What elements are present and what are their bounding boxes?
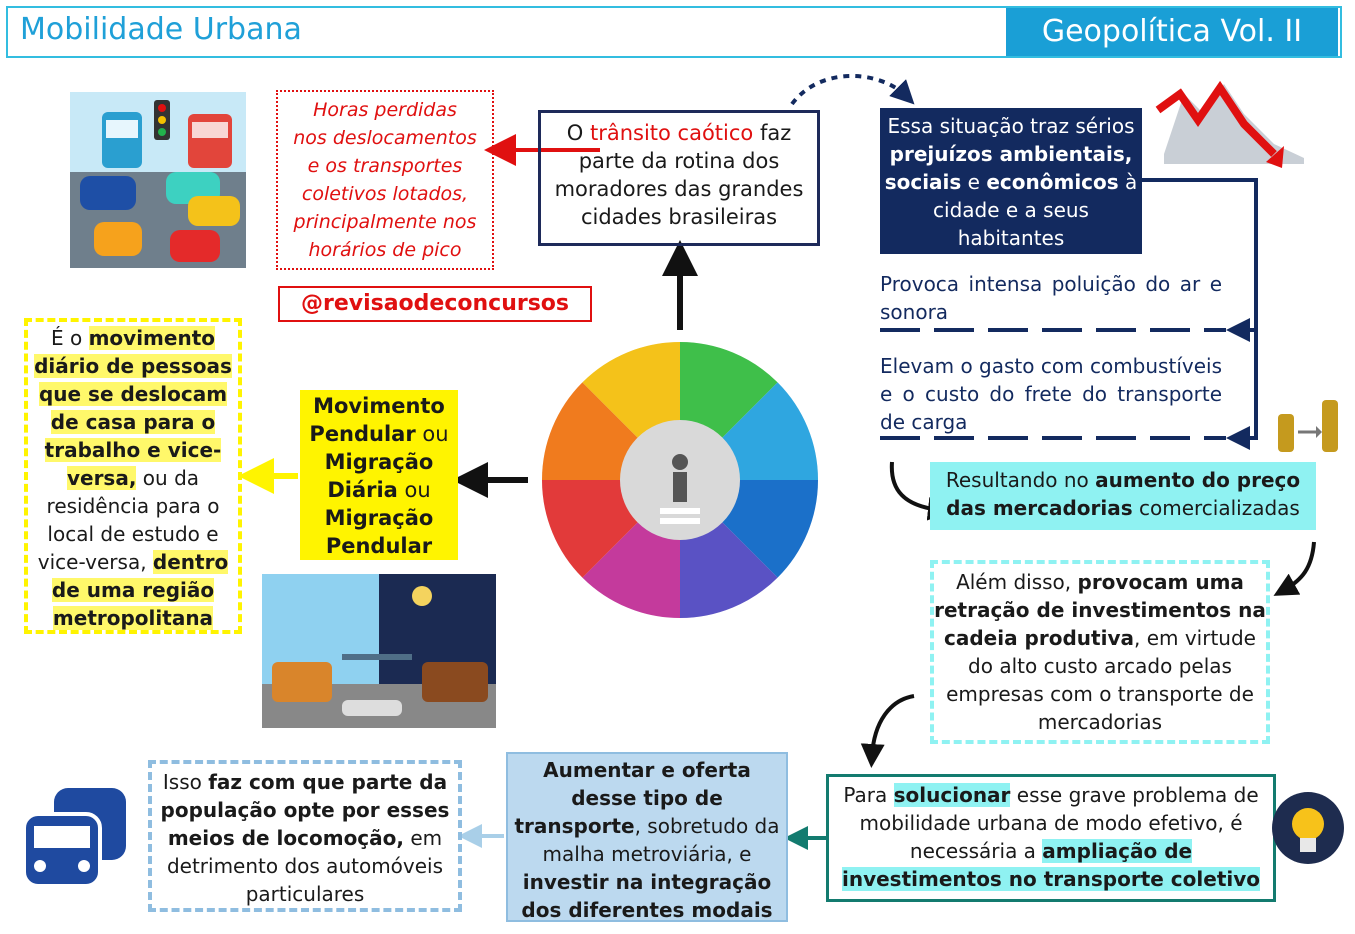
investment-retraction-box: Além disso, provocam uma retração de investimentos na cadeia produtiva, em virtude do alto custo arcado pelas empresas com o transporte de mercadorias — [930, 560, 1270, 744]
lightbulb-icon — [1270, 784, 1346, 880]
solution-box: Para solucionar esse grave problema de mobilidade urbana de modo efetivo, é necessária a ampliação de investimentos no transporte coletivo — [826, 774, 1276, 902]
page-title: Mobilidade Urbana — [20, 12, 302, 47]
text-line: Horas perdidas — [313, 99, 457, 121]
instagram-handle: @revisaodeconcursos — [278, 286, 592, 322]
text-line: e os transportes — [307, 155, 463, 177]
consequence-box: Isso faz com que parte da população opte por esses meios de locomoção, em detrimento dos automóveis particulares — [148, 760, 462, 912]
pedestrian-icon — [672, 454, 688, 470]
text-line: nos deslocamentos — [293, 127, 477, 149]
transport-wheel — [540, 340, 820, 620]
lost-hours-box — [276, 90, 494, 270]
bus-icon — [20, 784, 130, 896]
volume-tag: Geopolítica Vol. II — [1006, 8, 1338, 56]
definition-box: É o movimento diário de pessoas que se deslocam de casa para o trabalho e vice-versa, ou da residência para o local de estudo e vice-versa, dentro de uma região metropolitana — [24, 318, 242, 634]
price-increase-box: Resultando no aumento do preço das mercadorias comercializadas — [930, 462, 1316, 530]
pollution-text: Provoca intensa poluição do ar e sonora — [880, 272, 1222, 324]
increase-offer-box: Aumentar e oferta desse tipo de transporte, sobretudo da malha metroviária, e investir na integração dos diferentes modais — [506, 752, 788, 922]
text-line: coletivos lotados, — [301, 183, 469, 205]
damage-box: Essa situação traz sérios prejuízos ambientais, sociais e econômicos à cidade e a seus habitantes — [880, 108, 1142, 254]
fuel-cost-text: Elevam o gasto com combustíveis e o custo do frete do transporte de carga — [880, 354, 1222, 434]
bus-stop-day-night-illustration — [262, 574, 496, 728]
coins-icon — [1276, 398, 1340, 454]
crash-chart-icon — [1154, 74, 1314, 174]
traffic-illustration — [70, 92, 246, 268]
text-line: principalmente nos — [293, 211, 477, 233]
text-line: horários de pico — [308, 239, 462, 261]
chaotic-traffic-highlight: trânsito caótico — [589, 121, 754, 145]
chaotic-traffic-box: O trânsito caótico faz parte da rotina dos moradores das grandes cidades brasileiras — [538, 110, 820, 246]
pendular-movement-box: Movimento Pendular ou Migração Diária ou Migração Pendular — [300, 390, 458, 560]
